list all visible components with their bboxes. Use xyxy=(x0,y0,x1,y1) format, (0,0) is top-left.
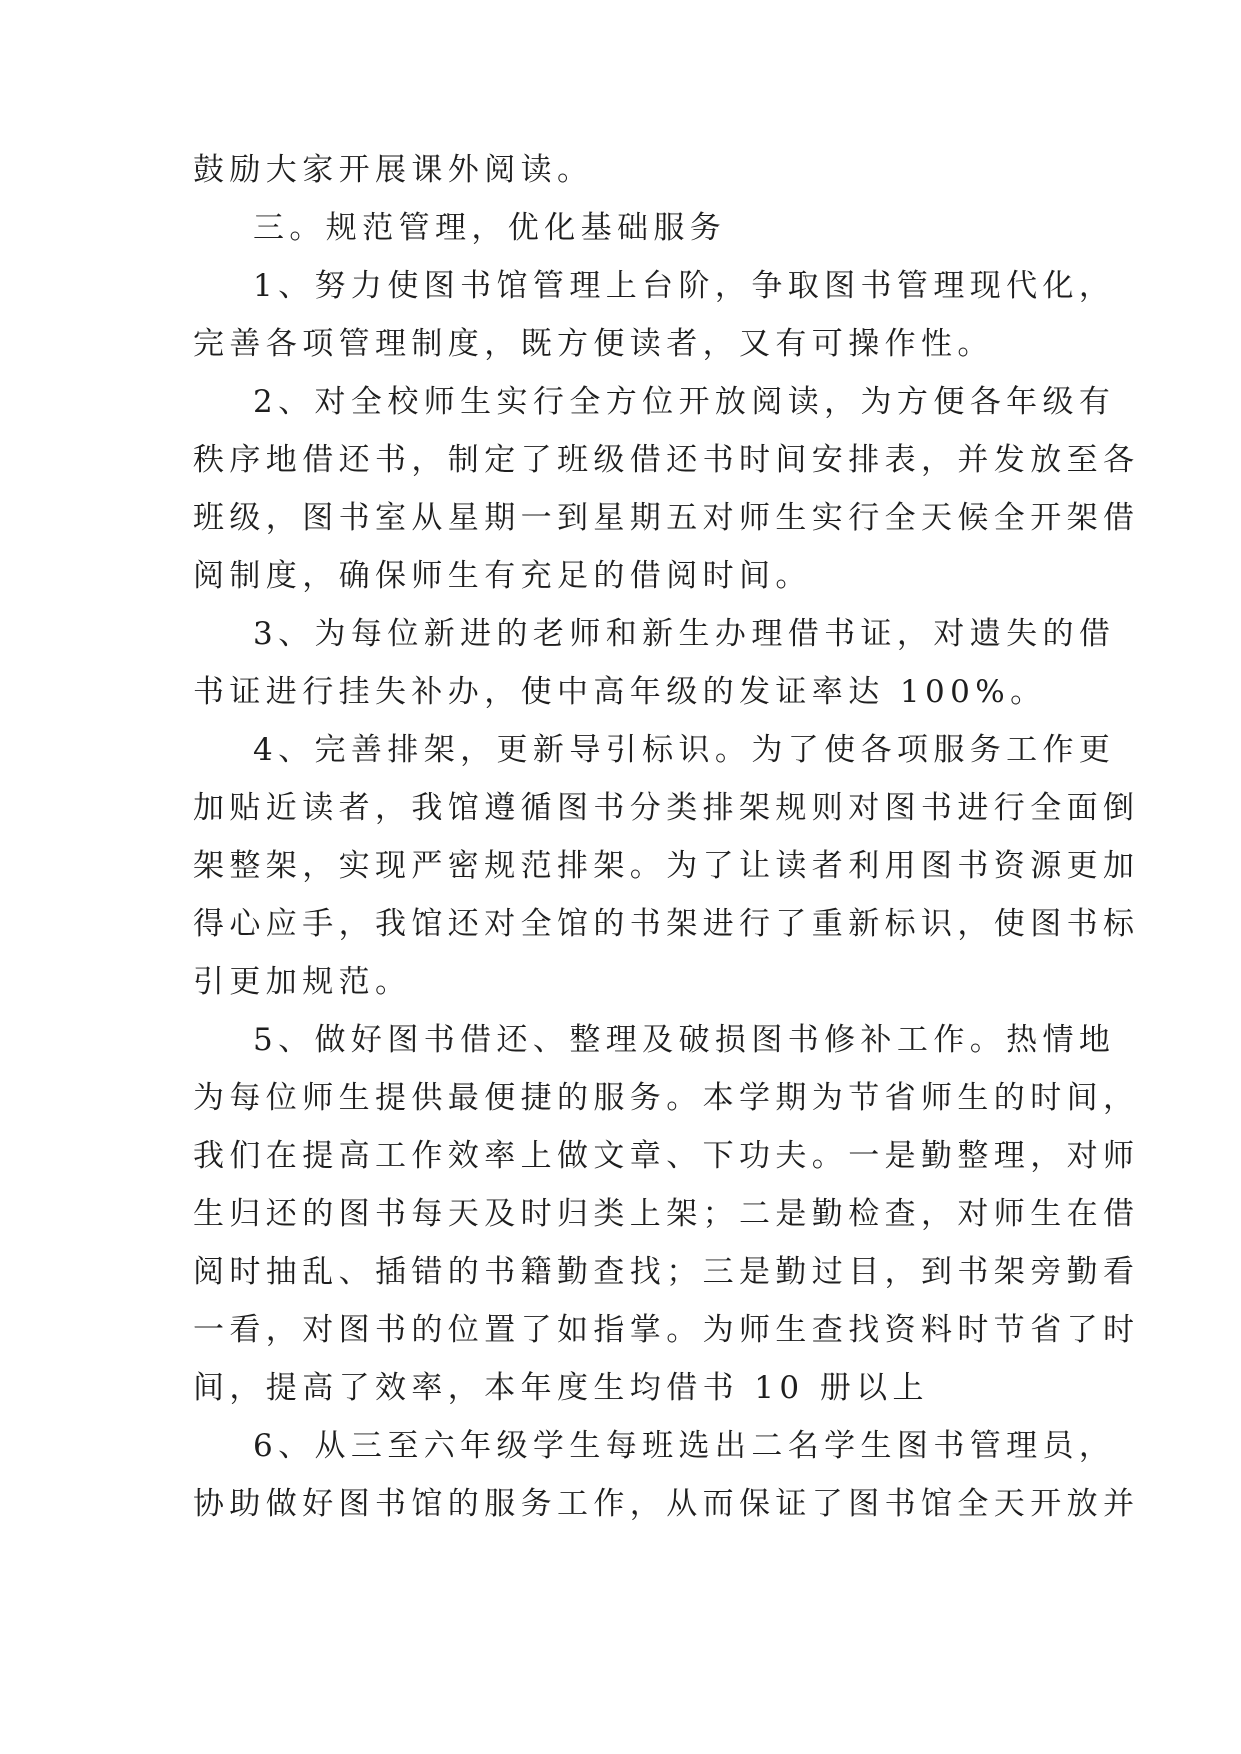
text-line: 3、为每位新进的老师和新生办理借书证，对遗失的借 xyxy=(253,616,1116,652)
text-line: 2、对全校师生实行全方位开放阅读，为方便各年级有 xyxy=(253,384,1116,420)
text-line: 得心应手，我馆还对全馆的书架进行了重新标识，使图书标 xyxy=(193,906,1140,942)
text-line: 5、做好图书借还、整理及破损图书修补工作。热情地 xyxy=(253,1022,1116,1058)
text-line: 鼓励大家开展课外阅读。 xyxy=(193,152,594,188)
text-line: 一看，对图书的位置了如指掌。为师生查找资料时节省了时 xyxy=(193,1312,1140,1348)
text-line: 阅时抽乱、插错的书籍勤查找；三是勤过目，到书架旁勤看 xyxy=(193,1254,1140,1290)
text-line: 班级，图书室从星期一到星期五对师生实行全天候全开架借 xyxy=(193,500,1140,536)
text-line: 阅制度，确保师生有充足的借阅时间。 xyxy=(193,558,812,594)
text-line: 引更加规范。 xyxy=(193,964,412,1000)
text-line: 书证进行挂失补办，使中高年级的发证率达 100%。 xyxy=(193,674,1047,710)
text-line: 生归还的图书每天及时归类上架；二是勤检查，对师生在借 xyxy=(193,1196,1140,1232)
text-line: 4、完善排架，更新导引标识。为了使各项服务工作更 xyxy=(253,732,1116,768)
text-line: 1、努力使图书馆管理上台阶，争取图书管理现代化， xyxy=(253,268,1116,304)
text-line: 间，提高了效率，本年度生均借书 10 册以上 xyxy=(193,1370,929,1406)
text-line: 协助做好图书馆的服务工作，从而保证了图书馆全天开放并 xyxy=(193,1486,1140,1522)
text-line: 加贴近读者，我馆遵循图书分类排架规则对图书进行全面倒 xyxy=(193,790,1140,826)
section-heading: 三。规范管理，优化基础服务 xyxy=(253,210,727,246)
text-line: 6、从三至六年级学生每班选出二名学生图书管理员， xyxy=(253,1428,1116,1464)
text-line: 为每位师生提供最便捷的服务。本学期为节省师生的时间， xyxy=(193,1080,1140,1116)
text-line: 架整架，实现严密规范排架。为了让读者利用图书资源更加 xyxy=(193,848,1140,884)
text-line: 秩序地借还书，制定了班级借还书时间安排表，并发放至各 xyxy=(193,442,1140,478)
text-line: 完善各项管理制度，既方便读者，又有可操作性。 xyxy=(193,326,994,362)
text-line: 我们在提高工作效率上做文章、下功夫。一是勤整理，对师 xyxy=(193,1138,1140,1174)
